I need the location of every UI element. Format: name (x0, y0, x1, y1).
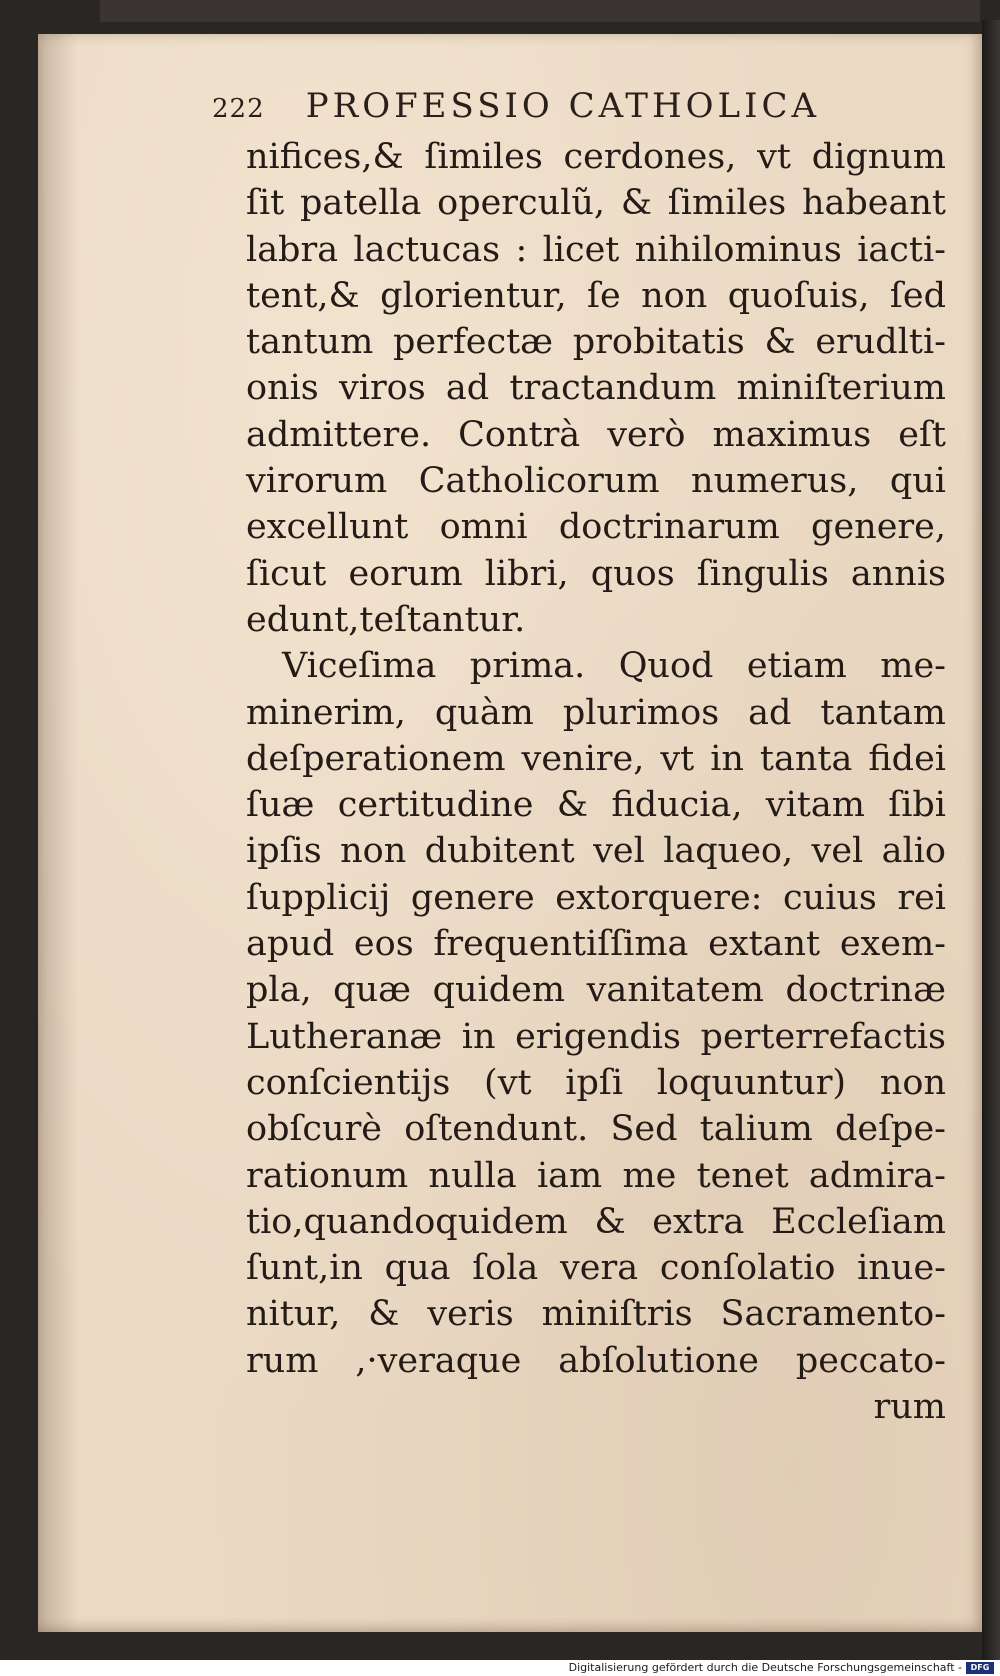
text-line: excellunt omni doctrinarum genere, (246, 507, 946, 548)
text-line: apud eos frequentiſſima extant exem- (246, 924, 946, 965)
text-line: tent,& glorientur, ſe non quoſuis, ſed (246, 275, 946, 316)
running-head (212, 86, 912, 132)
text-line: ſunt,in qua ſola vera conſolatio inue- (246, 1248, 946, 1289)
text-line: virorum Catholicorum numerus, qui (246, 461, 946, 502)
text-line: minerim, quàm plurimos ad tantam (246, 692, 946, 733)
text-line: admittere. Contrà verò maximus eſt (246, 414, 946, 455)
text-line: tantum perfectæ probitatis & erudlti- (246, 322, 946, 363)
text-line: rum ,·veraque abſolutione peccato- (246, 1340, 946, 1381)
text-line: Lutheranæ in erigendis perterrefactis (246, 1016, 946, 1057)
dfg-logo-icon: DFG (966, 1662, 994, 1674)
text-line: obſcurè oſtendunt. Sed talium deſpe- (246, 1109, 946, 1150)
text-line: ſicut eorum libri, quos ſingulis annis (246, 553, 946, 594)
text-line: ſuæ certitudine & fiducia, vitam ſibi (246, 785, 946, 826)
text-line: nitur, & veris miniſtris Sacramento- (246, 1294, 946, 1335)
text-line: deſperationem venire, vt in tanta fidei (246, 738, 946, 779)
text-line: rationum nulla iam me tenet admira- (246, 1155, 946, 1196)
funding-credit: Digitalisierung gefördert durch die Deutsche Forschungsgemeinschaft - (568, 1661, 962, 1674)
page-number: 222 (212, 94, 265, 124)
text-line: ſit patella operculũ, & ſimiles habeant (246, 183, 946, 224)
text-line: ſupplicij genere extorquere: cuius rei (246, 877, 946, 918)
text-line: pla, quæ quidem vanitatem doctrinæ (246, 970, 946, 1011)
book-edge (982, 20, 1000, 1660)
scan-top-edge (100, 0, 980, 22)
digitization-footer (0, 1660, 1000, 1676)
text-line: ipſis non dubitent vel laqueo, vel alio (246, 831, 946, 872)
paragraph-end-line: edunt,teſtantur. (246, 599, 526, 640)
text-line: tio,quandoquidem & extra Eccleſiam (246, 1201, 946, 1242)
page-gutter-shadow (38, 34, 78, 1632)
paragraph-start-line: Viceſima prima. Quod etiam me- (282, 646, 946, 687)
text-line: labra lactucas : licet nihilominus iacti- (246, 229, 946, 270)
body-text (246, 134, 946, 1430)
running-title: PROFESSIO CATHOLICA (305, 86, 821, 126)
text-line: nifices,& ſimiles cerdones, vt dignum (246, 137, 946, 177)
catchword: rum (873, 1387, 946, 1428)
text-line: onis viros ad tractandum miniſterium (246, 368, 946, 409)
text-line: conſcientijs (vt ipſi loquuntur) non (246, 1062, 946, 1103)
